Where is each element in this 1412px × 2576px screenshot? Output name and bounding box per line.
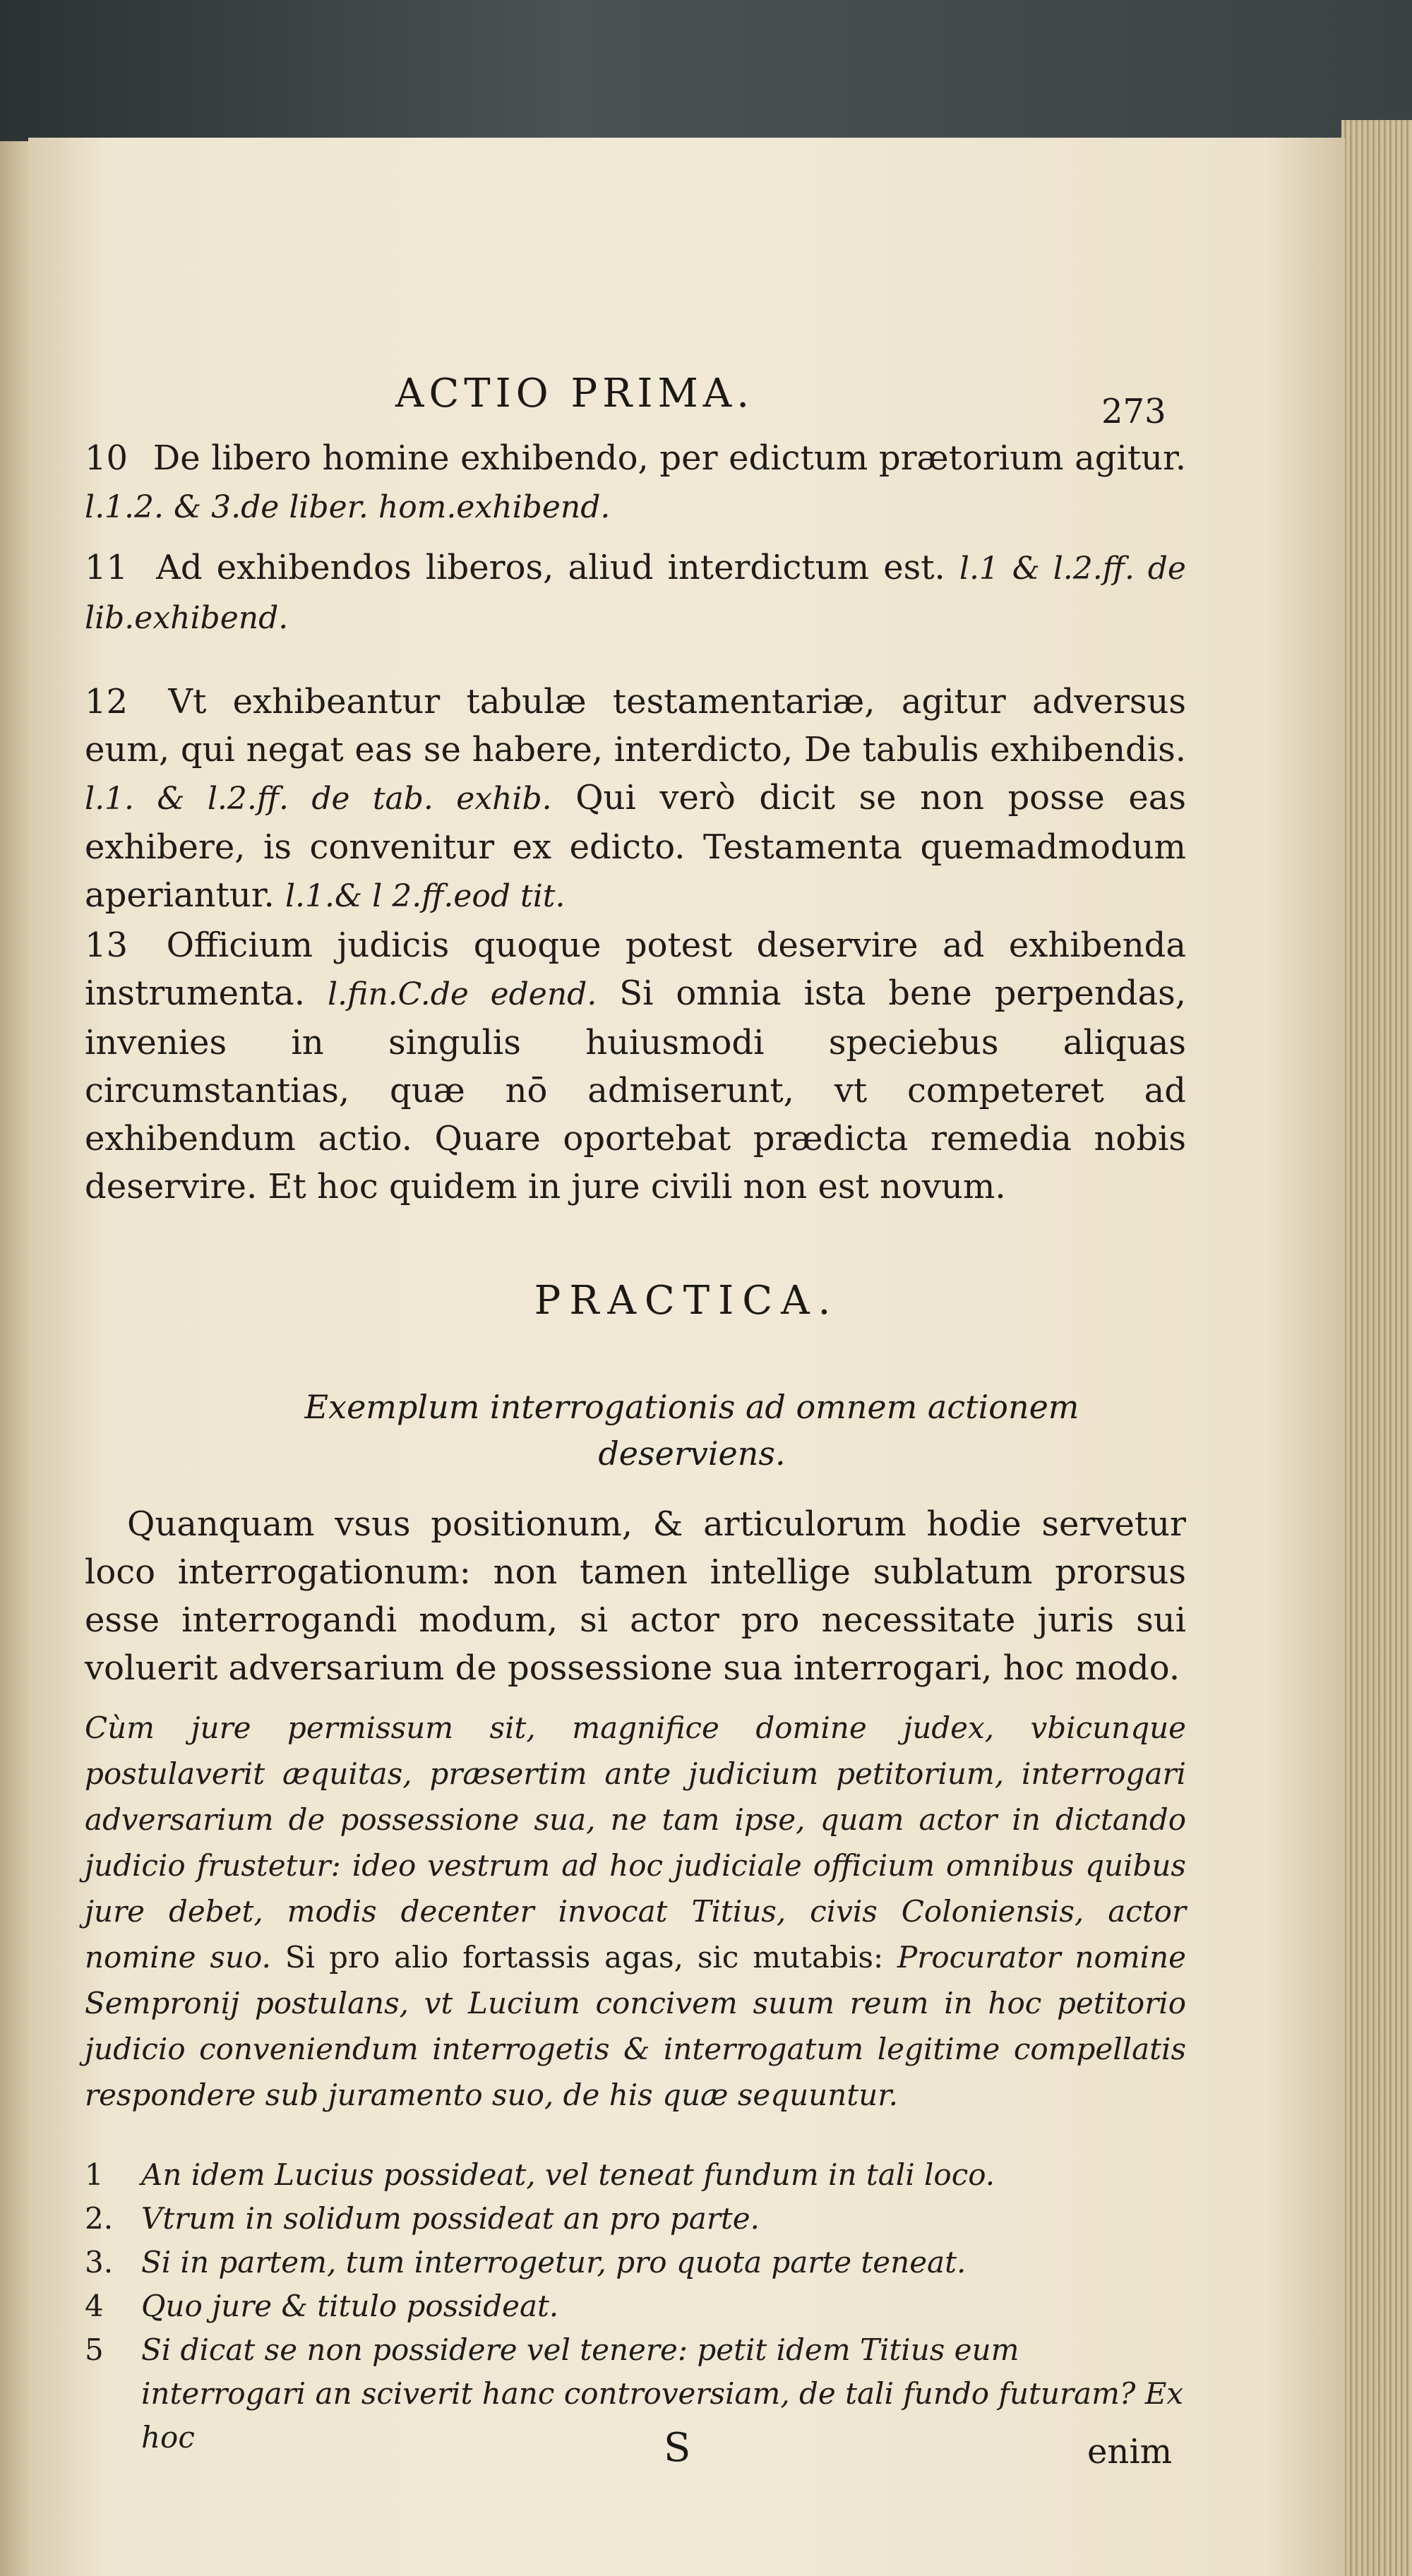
question-number: 2.: [85, 2201, 114, 2236]
paragraph-text: Officium judicis quoque potest deservire ad exhibenda instrumenta.: [85, 925, 1186, 1013]
page-number: 273: [1101, 392, 1166, 431]
legal-citation: l.1. & l.2.ff. de tab. exhib.: [85, 781, 552, 817]
book-page: [28, 138, 1345, 2576]
running-head: ACTIO PRIMA.: [395, 371, 755, 417]
signature-mark: S: [664, 2425, 691, 2471]
interrogation-formula: [85, 1705, 1186, 2118]
legal-citation: l.fin.C.de edend.: [327, 976, 597, 1012]
question-text: An idem Lucius possideat, vel teneat fundum in tali loco.: [141, 2157, 995, 2192]
paragraph-12: [85, 678, 1186, 921]
section-subheading: Exemplum interrogationis ad omnem actionem deserviens.: [304, 1388, 1079, 1473]
list-item: [85, 2197, 1186, 2241]
question-number: 4: [85, 2289, 104, 2323]
question-list: [85, 2153, 1186, 2460]
question-text: Si dicat se non possidere vel tenere: petit idem Titius eum interrogari an sciverit hanc controversiam, de tali fundo futuram? Ex hoc: [141, 2332, 1184, 2455]
question-text: Quo jure & titulo possideat.: [141, 2289, 559, 2323]
intro-paragraph: Quanquam vsus positionum, & articulorum hodie servetur loco interrogationum: non tamen intellige sublatum prorsus esse interrogandi modum, si actor pro necessitate juris sui voluerit adversarium de possessione sua interrogari, hoc modo.: [85, 1504, 1186, 1688]
paragraph-text: De libero homine exhibendo, per edictum prætorium agitur.: [152, 438, 1186, 478]
paragraph-text: Si omnia ista bene perpendas, invenies in singulis huiusmodi speciebus aliquas circumstantias, quæ nō admiserunt, vt competeret ad exhibendum actio. Quare oportebat prædicta remedia nobis deservire. Et hoc quidem in jure civili non est novum.: [85, 974, 1186, 1206]
paragraph-11: [85, 544, 1186, 642]
question-text: Vtrum in solidum possideat an pro parte.: [141, 2201, 760, 2236]
question-number: 1: [85, 2157, 104, 2192]
list-item: [85, 2328, 1186, 2460]
formula-note: Si pro alio fortassis agas, sic mutabis:: [285, 1940, 884, 1975]
catchword: enim: [1087, 2432, 1173, 2472]
legal-citation: l.1 & l.2.ff. de lib.exhibend.: [85, 551, 1186, 636]
facing-page-edge: [0, 141, 28, 2576]
question-number: 3.: [85, 2245, 114, 2280]
legal-citation: l.1.2. & 3.de liber. hom.exhibend.: [85, 489, 611, 525]
paragraph-text: Ad exhibendos liberos, aliud interdictum est.: [156, 548, 945, 587]
paragraph-number: 11: [85, 548, 128, 587]
paragraph-number: 10: [85, 438, 128, 478]
section-heading: PRACTICA.: [534, 1278, 839, 1324]
formula-variant: Procurator nomine Sempronij postulans, vt Lucium concivem suum reum in hoc petitorio judicio conveniendum interrogetis & interrogatum legitime compellatis respondere sub juramento suo, de his quæ sequuntur.: [85, 1940, 1186, 2112]
paragraph-10: [85, 434, 1186, 532]
list-item: [85, 2284, 1186, 2328]
paragraph-13: [85, 921, 1186, 1211]
book-page-edges: [1341, 120, 1412, 2576]
paragraph-number: 12: [85, 682, 128, 721]
question-number: 5: [85, 2332, 104, 2367]
list-item: [85, 2241, 1186, 2284]
list-item: [85, 2153, 1186, 2197]
formula-text: Cùm jure permissum sit, magnifice domine judex, vbicunque postulaverit æquitas, præsertim ante judicium petitorium, interrogari adversarium de possessione sua, ne tam ipse, quam actor in dictando judicio frustetur: ideo vestrum ad hoc judiciale officium omnibus quibus jure debet, modis decenter invocat Titius, civis Coloniensis, actor nomine suo.: [85, 1711, 1186, 1975]
question-text: Si in partem, tum interrogetur, pro quota parte teneat.: [141, 2245, 967, 2280]
legal-citation: l.1.& l 2.ff.eod tit.: [285, 878, 566, 914]
paragraph-number: 13: [85, 925, 128, 965]
paragraph-text: Vt exhibeantur tabulæ testamentariæ, agitur adversus eum, qui negat eas se habere, interdicto, De tabulis exhibendis.: [85, 682, 1187, 769]
paragraph-text: Qui verò dicit se non posse eas exhibere, is convenitur ex edicto. Testamenta quemadmodum aperiantur.: [85, 778, 1186, 915]
